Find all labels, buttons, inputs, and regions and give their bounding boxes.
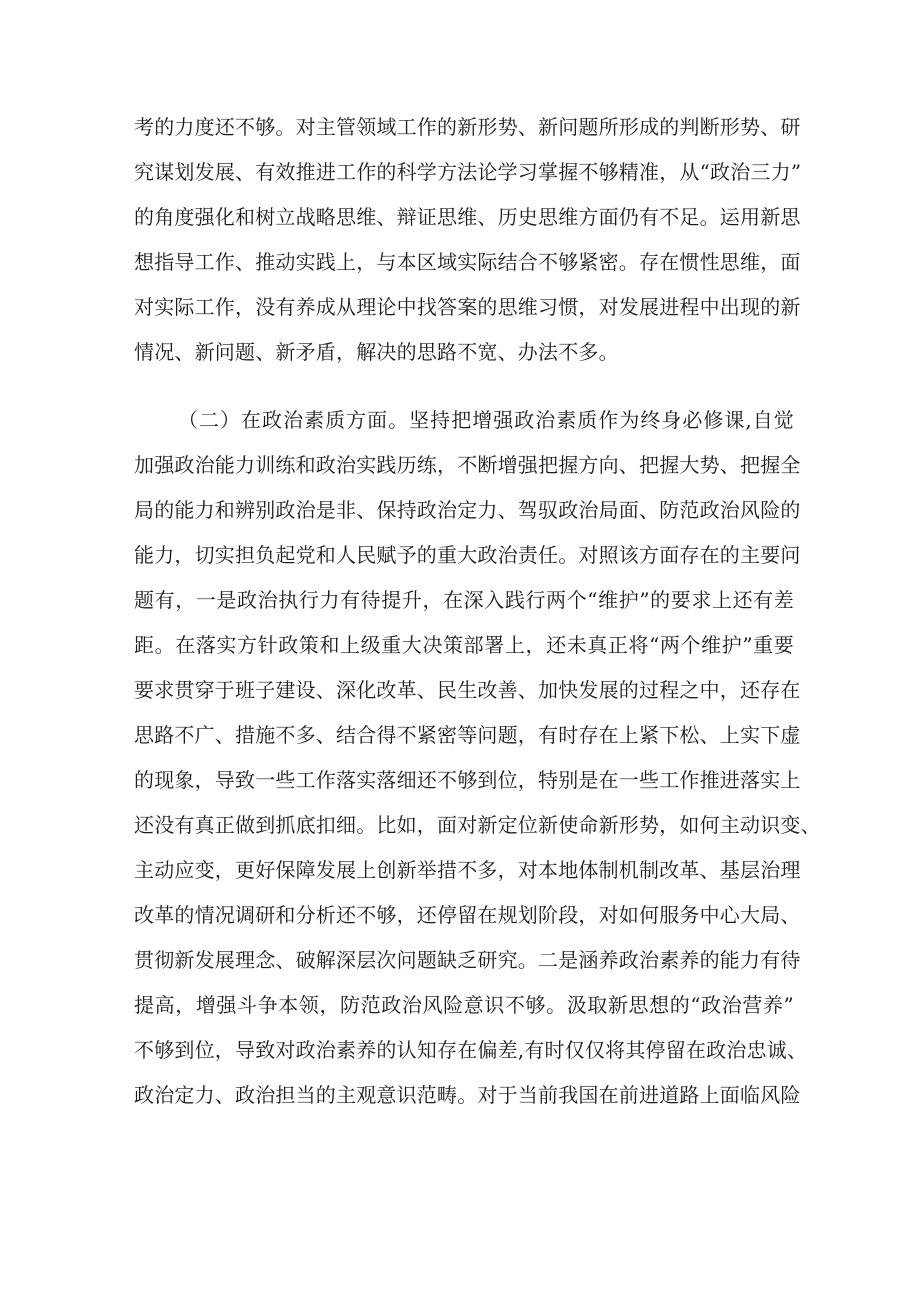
paragraph-1 — [134, 105, 802, 375]
paragraph-line: 主动应变，更好保障发展上创新举措不多，对本地体制机制改革、基层治理 — [134, 858, 801, 882]
paragraph-line: 的角度强化和树立战略思维、辩证思维、历史思维方面仍有不足。运用新思 — [134, 205, 801, 229]
paragraph-line: 的现象，导致一些工作落实落细还不够到位，特别是在一些工作推进落实上 — [134, 768, 801, 792]
paragraph-line: 题有，一是政治执行力有待提升，在深入践行两个“维护”的要求上还有差 — [134, 588, 794, 612]
paragraph-line: 距。在落实方针政策和上级重大决策部署上，还未真正将“两个维护”重要 — [134, 633, 794, 657]
paragraph-line: 情况、新问题、新矛盾，解决的思路不宽、办法不多。 — [134, 340, 619, 364]
paragraph-line: 对实际工作，没有养成从理论中找答案的思维习惯，对发展进程中出现的新 — [134, 295, 801, 319]
paragraph-line: 考的力度还不够。对主管领域工作的新形势、新问题所形成的判断形势、研 — [134, 115, 801, 139]
paragraph-line: 还没有真正做到抓底扣细。比如，面对新定位新使命新形势，如何主动识变、 — [134, 813, 821, 837]
paragraph-line: 提高，增强斗争本领，防范政治风险意识不够。汲取新思想的“政治营养” — [134, 993, 794, 1017]
paragraph-line: 贯彻新发展理念、破解深层次问题缺乏研究。二是涵养政治素养的能力有待 — [134, 948, 801, 972]
paragraph-line: 能力，切实担负起党和人民赋予的重大政治责任。对照该方面存在的主要问 — [134, 543, 801, 567]
paragraph-line: 改革的情况调研和分析还不够，还停留在规划阶段，对如何服务中心大局、 — [134, 903, 801, 927]
paragraph-line: 加强政治能力训练和政治实践历练，不断增强把握方向、把握大势、把握全 — [134, 453, 801, 477]
paragraph-line: 不够到位，导致对政治素养的认知存在偏差,有时仅仅将其停留在政治忠诚、 — [134, 1038, 808, 1062]
paragraph-line: 局的能力和辨别政治是非、保持政治定力、驾驭政治局面、防范政治风险的 — [134, 498, 801, 522]
paragraph-line: 想指导工作、推动实践上，与本区域实际结合不够紧密。存在惯性思维，面 — [134, 250, 801, 274]
paragraph-line: （二）在政治素质方面。坚持把增强政治素质作为终身必修课,自觉 — [178, 408, 794, 432]
paragraph-line: 政治定力、政治担当的主观意识范畴。对于当前我国在前进道路上面临风险 — [134, 1083, 801, 1107]
paragraph-line: 思路不广、措施不多、结合得不紧密等问题，有时存在上紧下松、上实下虚 — [134, 723, 801, 747]
paragraph-line: 究谋划发展、有效推进工作的科学方法论学习掌握不够精准，从“政治三力” — [134, 160, 802, 184]
paragraph-line: 要求贯穿于班子建设、深化改革、民生改善、加快发展的过程之中，还存在 — [134, 678, 801, 702]
paragraph-2 — [134, 398, 821, 1118]
